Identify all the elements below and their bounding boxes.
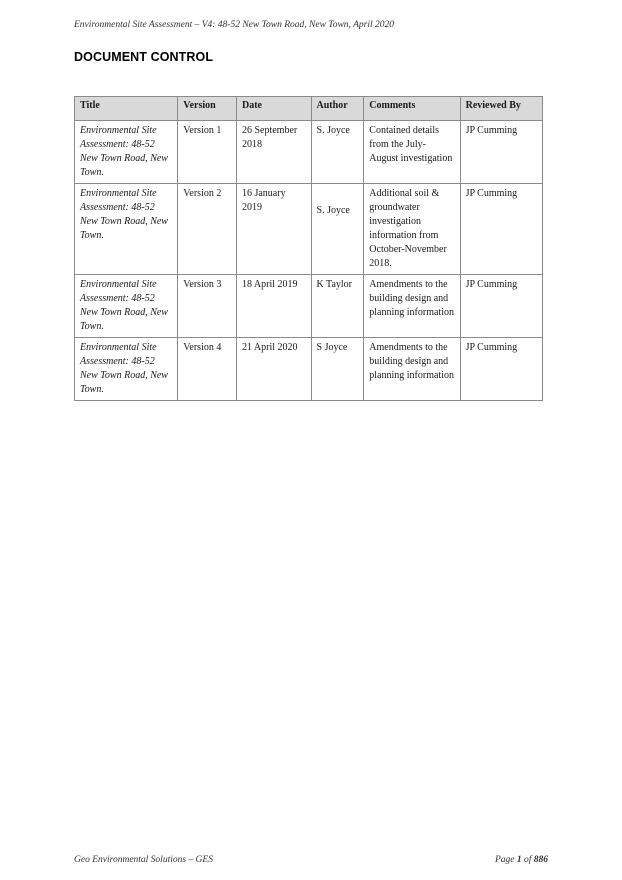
cell-comments: Amendments to the building design and planning information (364, 338, 460, 401)
cell-version: Version 4 (178, 338, 237, 401)
document-control-table (74, 96, 543, 401)
cell-title: Environmental Site Assessment: 48-52 New Town Road, New Town. (75, 121, 178, 184)
column-header-version: Version (178, 97, 237, 121)
cell-author: S Joyce (311, 338, 364, 401)
cell-comments: Contained details from the July-August investigation (364, 121, 460, 184)
table-header-row (75, 97, 543, 121)
column-header-title: Title (75, 97, 178, 121)
column-header-author: Author (311, 97, 364, 121)
cell-reviewed-by: JP Cumming (460, 338, 542, 401)
page-current: 1 (516, 855, 522, 865)
cell-date: 26 September 2018 (236, 121, 311, 184)
cell-version: Version 2 (178, 184, 237, 275)
cell-date: 16 January 2019 (236, 184, 311, 275)
table-row (75, 121, 543, 184)
cell-version: Version 1 (178, 121, 237, 184)
running-header: Environmental Site Assessment – V4: 48-52 New Town Road, New Town, April 2020 (74, 20, 395, 30)
cell-reviewed-by: JP Cumming (460, 184, 542, 275)
column-header-date: Date (236, 97, 311, 121)
cell-reviewed-by: JP Cumming (460, 121, 542, 184)
page-title: DOCUMENT CONTROL (74, 50, 214, 64)
column-header-comments: Comments (364, 97, 460, 121)
cell-comments: Amendments to the building design and planning information (364, 275, 460, 338)
column-header-reviewed-by: Reviewed By (460, 97, 542, 121)
cell-title: Environmental Site Assessment: 48-52 New Town Road, New Town. (75, 338, 178, 401)
cell-date: 18 April 2019 (236, 275, 311, 338)
page-total: 886 (533, 855, 548, 865)
page-prefix: Page (494, 855, 515, 865)
cell-reviewed-by: JP Cumming (460, 275, 542, 338)
page-of: of (523, 855, 532, 865)
table-row (75, 184, 543, 275)
cell-version: Version 3 (178, 275, 237, 338)
cell-title: Environmental Site Assessment: 48-52 New Town Road, New Town. (75, 275, 178, 338)
cell-author: S. Joyce (311, 121, 364, 184)
cell-comments: Additional soil & groundwater investigation information from October-November 2018. (364, 184, 460, 275)
table-row (75, 338, 543, 401)
cell-title: Environmental Site Assessment: 48-52 New Town Road, New Town. (75, 184, 178, 275)
page-number (495, 855, 548, 865)
table-row (75, 275, 543, 338)
footer-company: Geo Environmental Solutions – GES (74, 855, 213, 865)
cell-author: S. Joyce (311, 184, 364, 275)
cell-date: 21 April 2020 (236, 338, 311, 401)
cell-author: K Taylor (311, 275, 364, 338)
